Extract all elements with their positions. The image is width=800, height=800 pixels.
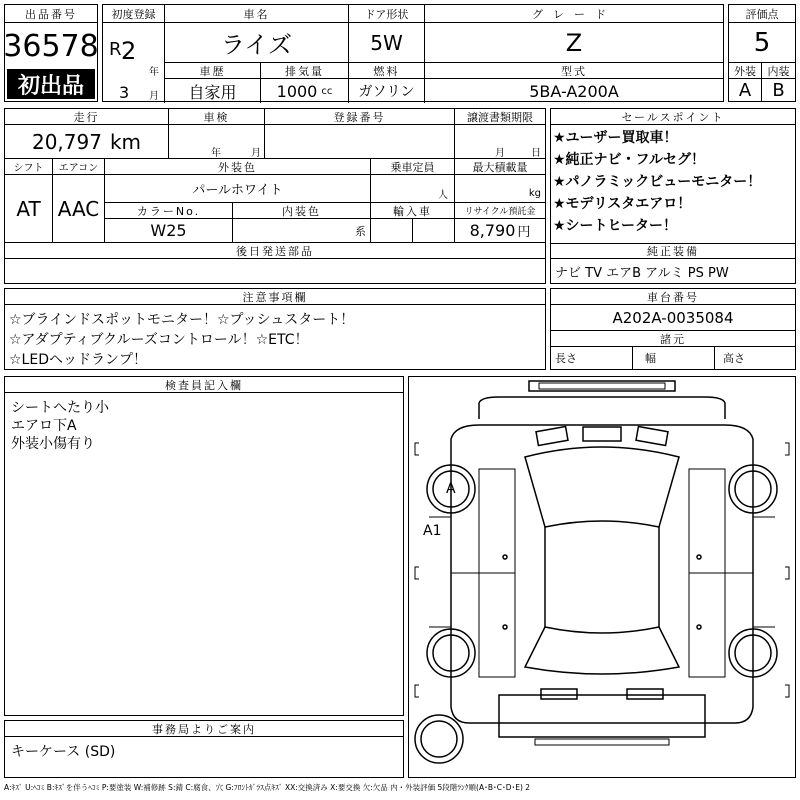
rear-light-left (541, 689, 577, 699)
capacity-cell (371, 175, 455, 203)
ac-label: エアコン (53, 159, 105, 175)
inspector-title: 検査員記入欄 (5, 377, 403, 393)
sales-box (550, 108, 796, 284)
cabin-body (545, 527, 659, 633)
left-side (451, 469, 499, 723)
interior-unit: 系 (355, 224, 366, 238)
bracket-left-mid (415, 567, 419, 579)
lot-box (4, 4, 98, 102)
model-value: 5BA-A200A (529, 81, 619, 101)
int-value: B (772, 79, 785, 101)
door-label: ドア形状 (349, 5, 425, 23)
grade-label: グレード (425, 5, 723, 23)
sales-point: ★ユーザー買取車！ (553, 130, 678, 146)
office-line: キーケース (SD) (11, 744, 116, 760)
height-cell (715, 347, 795, 369)
score-value: 5 (729, 23, 795, 63)
reg-era: R (109, 39, 122, 60)
history-value: 自家用 (165, 79, 261, 103)
car-name: ライズ (165, 23, 349, 63)
equip-value: ナビ TV エアB アルミ PS PW (555, 266, 729, 281)
inspect-year-unit: 年 (211, 148, 221, 159)
recycle-label: リサイクル預託金 (455, 203, 545, 219)
score-box (728, 4, 796, 102)
height-label: 高さ (723, 352, 745, 365)
disp-unit: cc (321, 85, 333, 97)
front-light-mid (583, 427, 621, 441)
load-unit: kg (528, 188, 541, 199)
vehicle-header-box (102, 4, 724, 102)
rear-light-right (627, 689, 663, 699)
door-handle (697, 555, 701, 559)
import-cell-left (371, 219, 413, 243)
door-value: 5W (349, 23, 425, 63)
load-label: 最大積載量 (455, 159, 545, 175)
office-box (4, 720, 404, 778)
length-cell (551, 347, 633, 369)
caution-title: 注意事項欄 (5, 289, 545, 305)
disp-value: 1000 (276, 81, 318, 101)
caution-line: ☆ブラインドスポットモニター！☆プッシュスタート！ (9, 312, 355, 328)
hood-outline (479, 397, 725, 419)
legend: A:ｷｽﾞ U:ﾍｺﾐ B:ｷｽﾞを伴うﾍｺﾐ P:要塗装 W:補修跡 S:錆 C:腐食、穴 G:ﾌﾛﾝﾄｶﾞﾗｽ点ｷｽﾞ XX:交換済み X:要交換 欠:欠品 内・外装評価 5段階ﾗﾝｸ順(A･B･C･D･E) 2 (4, 783, 531, 792)
import-label: 輸入車 (371, 203, 455, 219)
import-cell-right (413, 219, 455, 243)
deadline-cell (455, 125, 545, 159)
front-light-right (636, 427, 668, 446)
caution-box (4, 288, 546, 370)
first-listing-badge: 初出品 (7, 69, 95, 99)
colorno-value: W25 (105, 219, 233, 243)
sales-point: ★純正ナビ・フルセグ！ (553, 152, 705, 168)
shift-value: AT (5, 175, 53, 243)
reg-month: 3 (119, 83, 130, 102)
recycle-cell (455, 219, 545, 243)
inspect-cell (169, 125, 265, 159)
spare-wheel-inner (421, 721, 457, 757)
color-value: パールホワイト (105, 175, 371, 203)
door-handle (503, 555, 507, 559)
inspector-line: 外装小傷有り (11, 436, 95, 452)
inspector-line: シートへたり小 (11, 400, 109, 416)
score-label: 評価点 (729, 5, 795, 23)
lot-label: 出品番号 (5, 5, 97, 23)
caution-line: ☆アダプティブクルーズコントロール！☆ETC！ (9, 332, 309, 348)
interior-label: 内装色 (233, 203, 371, 219)
rear-bumper (499, 723, 705, 737)
damage-mark-a: A (446, 481, 456, 497)
int-label: 内装 (762, 63, 795, 79)
color-label: 外装色 (105, 159, 371, 175)
car-diagram-box (408, 376, 796, 778)
inspector-line: エアロ下A (11, 418, 77, 434)
bracket-right-top (785, 443, 789, 455)
month-unit: 月 (149, 91, 159, 102)
grade-value: Z (425, 23, 723, 63)
width-cell (633, 347, 715, 369)
shift-label: シフト (5, 159, 53, 175)
cabin-roof (525, 447, 679, 527)
door-handle (503, 625, 507, 629)
mileage-value: 20,797 (31, 129, 102, 154)
bracket-left-top (415, 443, 419, 455)
rear-bumper-bottom (535, 739, 669, 745)
details-box (4, 108, 546, 284)
mileage-cell (5, 125, 169, 159)
regno-value (265, 125, 455, 159)
inspector-box (4, 376, 404, 716)
reg-value (103, 23, 165, 103)
fuel-label: 燃料 (349, 63, 425, 79)
bracket-right-mid (785, 567, 789, 579)
bracket-right-low (785, 685, 789, 697)
caution-line: ☆LEDヘッドランプ！ (9, 352, 147, 368)
chassis-title: 車台番号 (551, 289, 795, 305)
capacity-label: 乗車定員 (371, 159, 455, 175)
front-bumper-inner (539, 383, 665, 389)
reg-year: 2 (121, 37, 137, 65)
colorno-label: カラーNo. (105, 203, 233, 219)
width-label: 幅 (645, 352, 656, 365)
lot-number: 36578 (3, 28, 99, 64)
model-label: 型式 (425, 63, 723, 79)
sales-point: ★パノラミックビューモニター！ (553, 174, 762, 190)
load-cell (455, 175, 545, 203)
sales-point: ★モデリスタエアロ！ (553, 196, 692, 212)
name-label: 車名 (165, 5, 349, 23)
later-label: 後日発送部品 (5, 243, 545, 259)
sales-point: ★シートヒーター！ (553, 218, 677, 234)
chassis-value: A202A-0035084 (551, 305, 795, 331)
recycle-value: 8,790 (469, 221, 516, 240)
mileage-unit: km (109, 129, 142, 154)
fuel-value: ガソリン (349, 79, 425, 103)
ac-value: AAC (53, 175, 105, 243)
inspect-month-unit: 月 (251, 148, 261, 159)
inspect-label: 車検 (169, 109, 265, 125)
disp-label: 排気量 (261, 63, 349, 79)
damage-mark-a1: A1 (423, 523, 442, 539)
deadline-month-unit: 月 (495, 148, 505, 159)
car-diagram (409, 377, 795, 777)
rear-glass (525, 627, 679, 674)
disp-cell (261, 79, 349, 103)
equip-title: 純正装備 (551, 243, 795, 259)
sales-title: セールスポイント (551, 109, 795, 125)
right-side (705, 469, 753, 723)
door-handle (697, 625, 701, 629)
deadline-label: 譲渡書類期限 (455, 109, 545, 125)
year-unit: 年 (149, 67, 159, 78)
ext-label: 外装 (729, 63, 762, 79)
ext-value: A (729, 79, 762, 101)
front-light-left (536, 427, 568, 446)
spare-wheel (415, 715, 463, 763)
mileage-label: 走行 (5, 109, 169, 125)
bracket-left-low (415, 685, 419, 697)
deadline-day-unit: 日 (531, 148, 541, 159)
capacity-unit: 人 (438, 190, 448, 201)
length-label: 長さ (555, 352, 577, 365)
sales-points (553, 127, 793, 237)
spec-title: 諸元 (551, 331, 795, 347)
recycle-unit: 円 (517, 225, 531, 240)
chassis-box (550, 288, 796, 370)
interior-cell (233, 219, 371, 243)
rear-outline (499, 695, 705, 723)
reg-label: 初度登録 (103, 5, 165, 23)
later-value (5, 259, 545, 283)
history-label: 車歴 (165, 63, 261, 79)
regno-label: 登録番号 (265, 109, 455, 125)
office-title: 事務局よりご案内 (5, 721, 403, 737)
